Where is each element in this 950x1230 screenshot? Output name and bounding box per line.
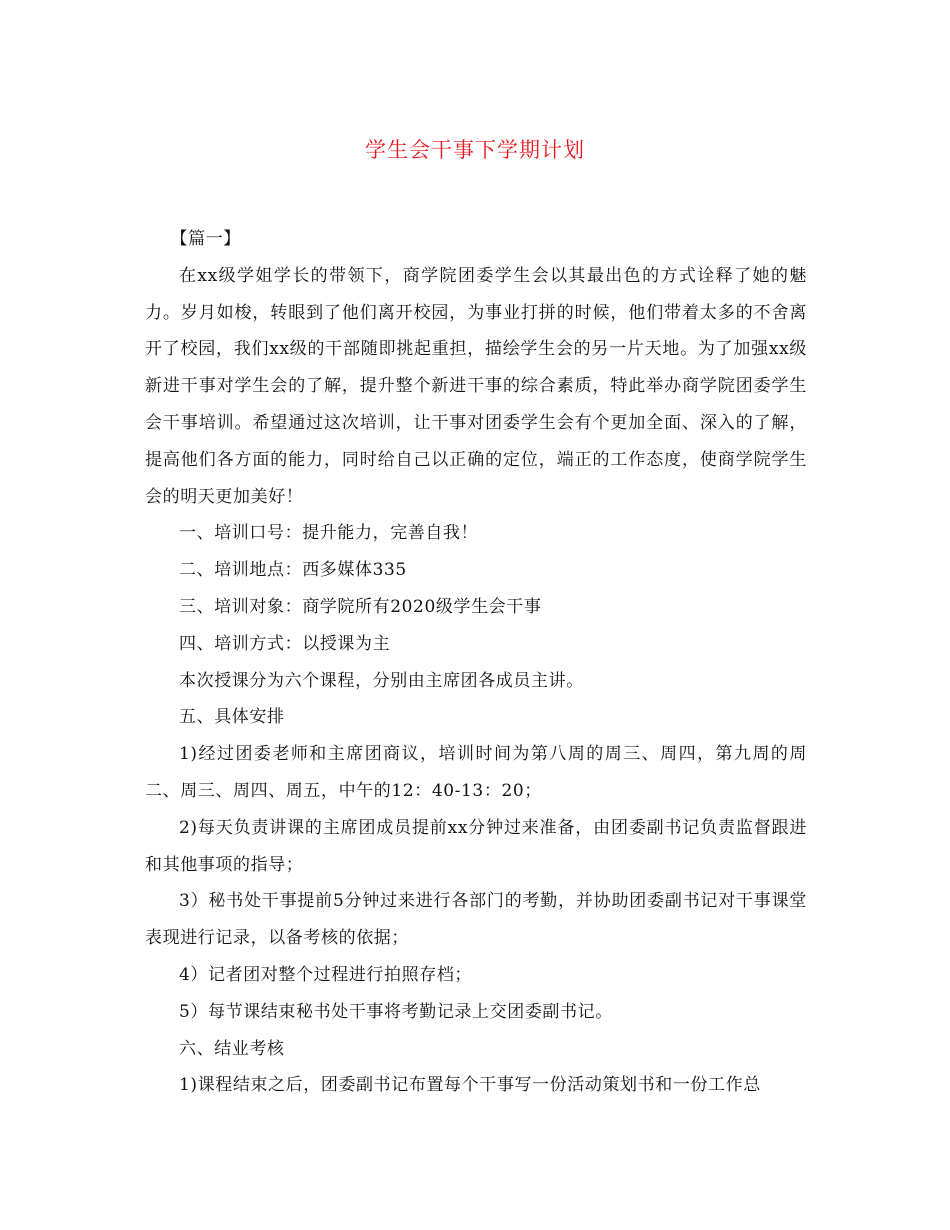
paragraph-assessment-1: 1)课程结束之后，团委副书记布置每个干事写一份活动策划书和一份工作总 [179, 1075, 761, 1096]
intro-paragraph: 在xx级学姐学长的带领下，商学院团委学生会以其最出色的方式诠释了她的魅力。岁月如梭，转眼到了他们离开校园，为事业打拼的时候，他们带着太多的不舍离开了校园，我们xx级的干部随即挑起重担，描绘学生会的另一片天地。为了加强xx级新进干事对学生会的了解，提升整个新进干事的综合素质，特此举办商学院团委学生会干事培训。希望通过这次培训，让干事对团委学生会有个更加全面、深入的了解，提高他们各方面的能力，同时给自己以正确的定位，端正的工作态度，使商学院学生会的明天更加美好！ [145, 265, 807, 507]
paragraph-slogan: 一、培训口号：提升能力，完善自我！ [179, 523, 479, 544]
paragraph-assessment-heading: 六、结业考核 [179, 1038, 285, 1059]
paragraph-arrangement-heading: 五、具体安排 [179, 707, 285, 728]
paragraph-method: 四、培训方式：以授课为主 [179, 633, 391, 654]
section-heading: 【篇一】 [170, 229, 241, 249]
paragraph-arrangement-2: 2)每天负责讲课的主席团成员提前xx分钟过来准备，由团委副书记负责监督跟进和其他事项的指导； [145, 817, 807, 875]
paragraph-arrangement-3: 3）秘书处干事提前5分钟过来进行各部门的考勤，并协助团委副书记对干事课堂表现进行记录，以备考核的依据； [145, 891, 807, 949]
paragraph-arrangement-4: 4）记者团对整个过程进行拍照存档； [179, 964, 473, 985]
document-title: 学生会干事下学期计划 [365, 138, 585, 162]
document-body [145, 221, 807, 1104]
paragraph-target: 三、培训对象：商学院所有2020级学生会干事 [179, 596, 542, 617]
paragraph-location: 二、培训地点：西多媒体335 [179, 560, 407, 581]
paragraph-courses: 本次授课分为六个课程，分别由主席团各成员主讲。 [179, 670, 584, 691]
paragraph-arrangement-1: 1)经过团委老师和主席团商议，培训时间为第八周的周三、周四，第九周的周二、周三、周四、周五，中午的12：40-13：20； [145, 744, 807, 801]
paragraph-arrangement-5: 5）每节课结束秘书处干事将考勤记录上交团委副书记。 [179, 1001, 613, 1022]
